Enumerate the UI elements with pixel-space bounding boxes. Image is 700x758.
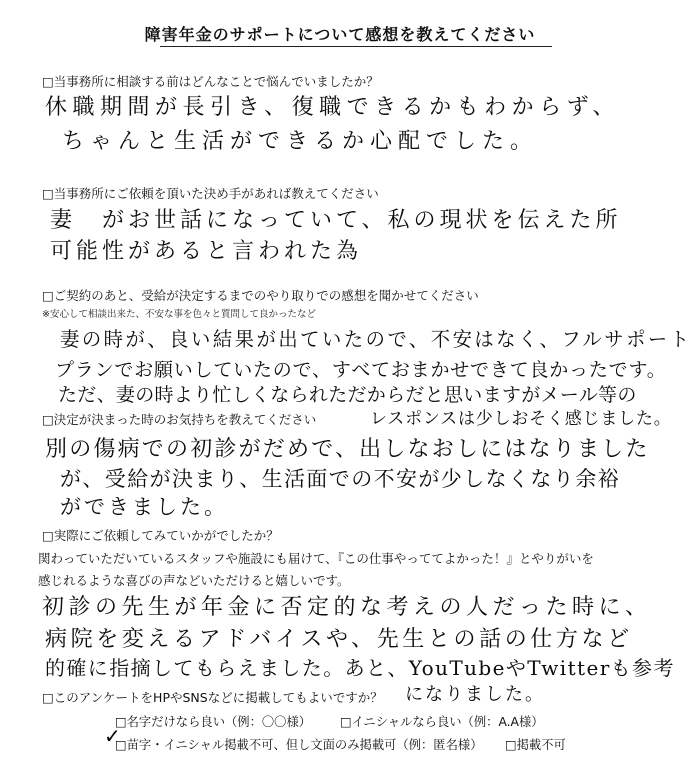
answer-experience-line-2: 病院を変えるアドバイスや、先生との話の仕方など [45, 627, 633, 652]
question-process-impressions: □ご契約のあと、受給が決定するまでのやり取りでの感想を聞かせてください [42, 288, 479, 303]
survey-title: 障害年金のサポートについて感想を教えてください [144, 25, 536, 44]
title-underline [160, 46, 552, 47]
question-deciding-factor: □当事務所にご依頼を頂いた決め手があれば教えてください [42, 186, 379, 201]
selected-checkmark: ✓ [104, 724, 121, 748]
answer-feelings-line-3: ができました。 [60, 495, 228, 519]
experience-prompt-line-2: 感じれるような喜びの声などいただけると嬉しいです。 [38, 573, 350, 588]
answer-deciding-factor-line-2: 可能性があると言われた為 [50, 239, 363, 264]
answer-feelings-line-1: 別の傷病での初診がだめで、出しなおしにはなりました [45, 437, 650, 462]
answer-process-line-3: ただ、妻の時より忙しくなられただからだと思いますがメール等の [58, 384, 637, 406]
question-process-note: ※安心して相談出来た、不安な事を色々と質問して良かったなど [42, 309, 316, 320]
question-publication-consent: □このアンケートをHPやSNSなどに掲載してもよいですか？ [42, 690, 383, 705]
answer-experience-line-1: 初診の先生が年金に否定的な考えの人だった時に、 [42, 595, 652, 620]
answer-process-line-1: 妻の時が、良い結果が出ていたので、不安はなく、フルサポート [60, 327, 692, 351]
answer-deciding-factor-line-1: 妻 がお世話になっていて、私の現状を伝えた所 [50, 208, 622, 233]
option-text-only[interactable]: □苗字・イニシャル掲載不可、但し文面のみ掲載可（例：匿名様） [115, 738, 483, 752]
experience-prompt-line-1: 関わっていただいているスタッフや施設にも届けて、『この仕事やっててよかった！』とやりがいを [38, 551, 594, 566]
question-decision-feelings: □決定が決まった時のお気持ちを教えてください [42, 412, 317, 427]
answer-worries-line-1: 休職期間が長引き、復職できるかもわからず、 [45, 95, 620, 120]
answer-experience-line-3: 的確に指摘してもらえました。あと、YouTubeやTwitterも参考 [45, 656, 675, 680]
answer-process-line-2: プランでお願いしていたので、すべておまかせできて良かったです。 [55, 359, 667, 381]
question-experience: □実際にご依頼してみていかがでしたか？ [42, 528, 279, 543]
option-no-publication[interactable]: □掲載不可 [505, 738, 566, 752]
answer-worries-line-2: ちゃんと生活ができるか心配でした。 [62, 129, 539, 154]
answer-process-line-4: レスポンスは少しおそく感じました。 [370, 409, 672, 429]
option-surname-only[interactable]: □名字だけなら良い（例：〇〇様） [115, 715, 312, 729]
option-initials-only[interactable]: □イニシャルなら良い（例：A.A様） [340, 715, 544, 729]
question-worries: □当事務所に相談する前はどんなことで悩んでいましたか？ [42, 74, 379, 89]
answer-feelings-line-2: が、受給が決まり、生活面での不安が少しなくなり余裕 [60, 467, 620, 491]
answer-experience-line-4: になりました。 [405, 684, 545, 705]
